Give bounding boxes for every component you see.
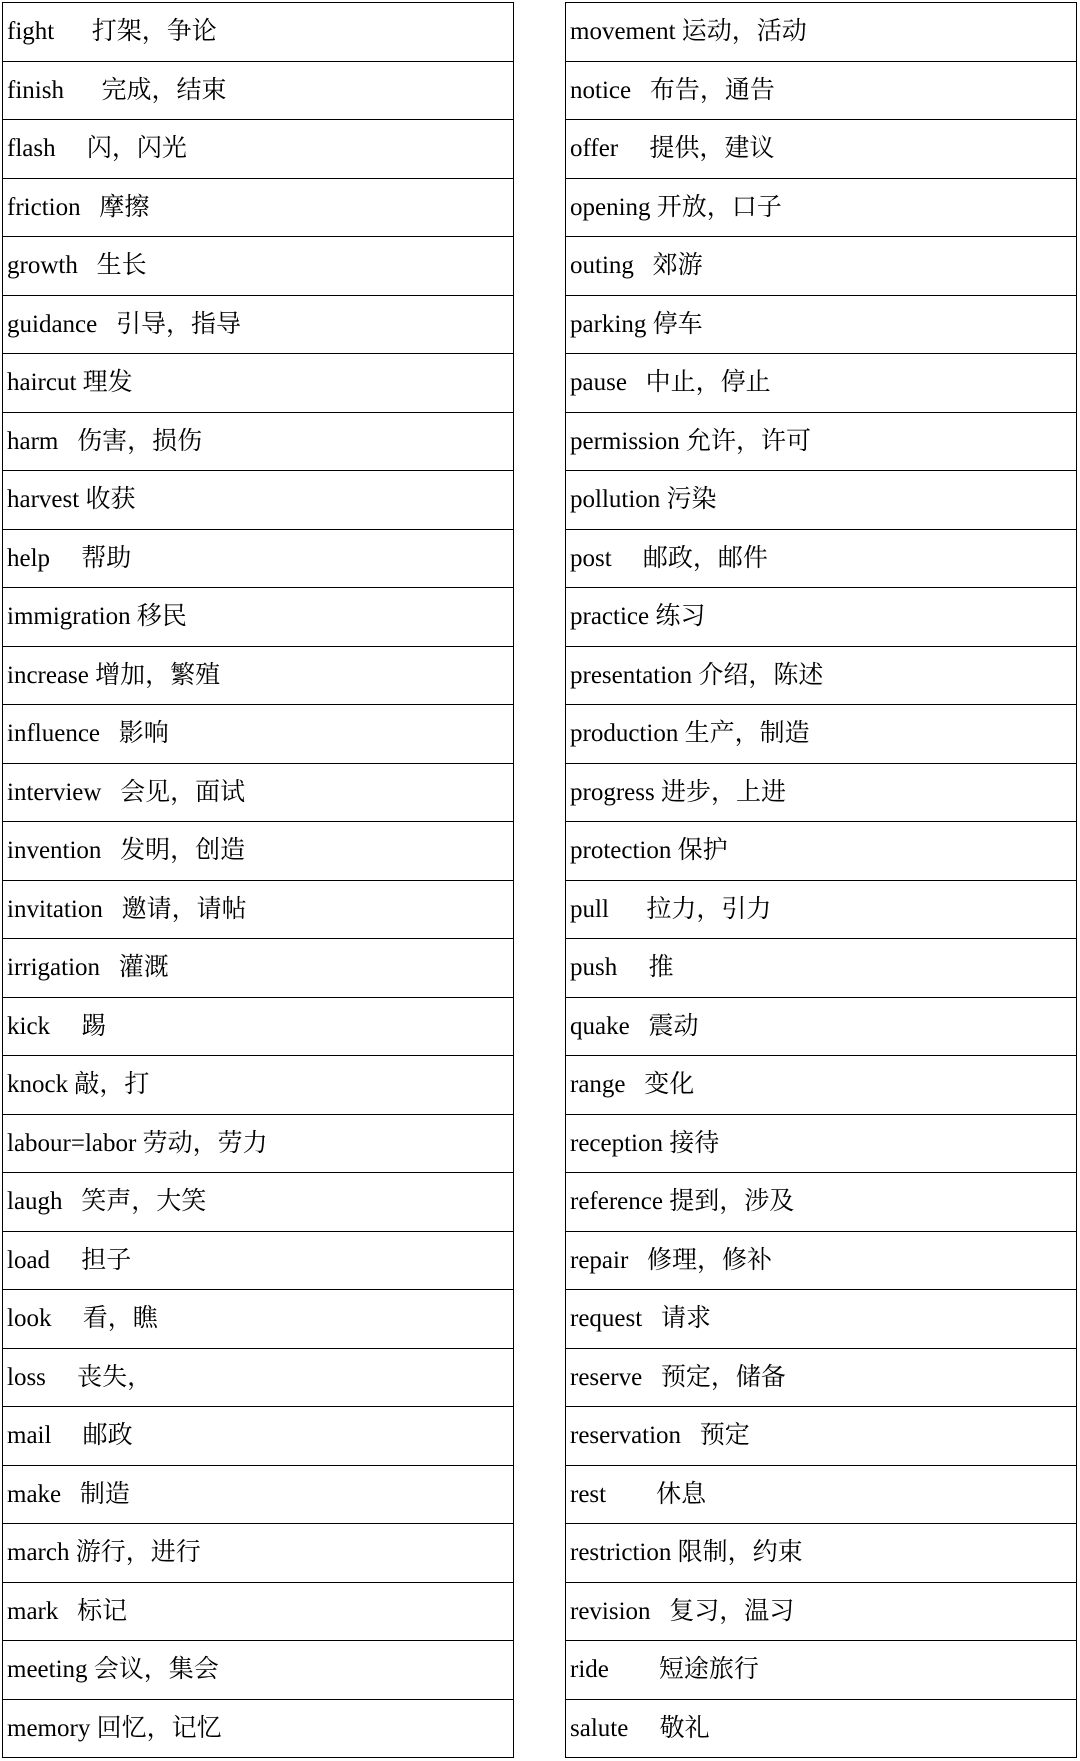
table-row [3, 763, 514, 822]
vocab-entry: reception 接待 [570, 1129, 720, 1157]
table-row [3, 880, 514, 939]
vocab-entry-cell [3, 880, 514, 939]
table-row [566, 3, 1077, 62]
vocab-entry: pause 中止，停止 [570, 369, 771, 397]
vocab-entry: memory 回忆，记忆 [7, 1714, 222, 1742]
vocab-entry: restriction 限制，约束 [570, 1539, 803, 1567]
vocab-entry: load 担子 [7, 1246, 132, 1274]
vocab-entry-cell [3, 61, 514, 120]
vocab-entry-cell [566, 1465, 1077, 1524]
table-row [566, 646, 1077, 705]
table-row [3, 529, 514, 588]
table-row [3, 822, 514, 881]
vocab-entry-cell [3, 646, 514, 705]
vocab-entry-cell [3, 997, 514, 1056]
vocab-entry-cell [3, 120, 514, 179]
table-row [566, 61, 1077, 120]
vocab-entry: make 制造 [7, 1480, 130, 1508]
vocab-entry-cell [3, 1524, 514, 1583]
table-row [566, 1348, 1077, 1407]
vocab-entry: increase 增加，繁殖 [7, 661, 221, 689]
table-row [566, 939, 1077, 998]
vocab-entry: friction 摩擦 [7, 193, 150, 221]
vocab-entry-cell [566, 354, 1077, 413]
vocab-table-right [565, 2, 1077, 1758]
table-row [566, 1173, 1077, 1232]
vocab-table-left [2, 2, 514, 1758]
table-row [3, 1407, 514, 1466]
vocab-entry: post 邮政，邮件 [570, 544, 768, 572]
vocab-entry: flash 闪，闪光 [7, 135, 187, 163]
vocab-entry-cell [566, 1056, 1077, 1115]
table-row [3, 939, 514, 998]
vocab-entry-cell [566, 1290, 1077, 1349]
vocab-entry: kick 踢 [7, 1012, 107, 1040]
table-row [566, 880, 1077, 939]
table-row [566, 1231, 1077, 1290]
vocab-entry-cell [566, 1348, 1077, 1407]
vocab-entry-cell [566, 939, 1077, 998]
vocab-entry: loss 丧失， [7, 1363, 153, 1391]
table-row [3, 1699, 514, 1758]
vocab-entry-cell [3, 1231, 514, 1290]
vocab-entry: range 变化 [570, 1071, 695, 1099]
table-row [566, 178, 1077, 237]
vocab-entry-cell [566, 295, 1077, 354]
vocab-entry: reservation 预定 [570, 1422, 750, 1450]
vocab-entry: rest 休息 [570, 1480, 707, 1508]
table-row [3, 1114, 514, 1173]
vocab-entry: opening 开放，口子 [570, 193, 782, 221]
vocab-entry: pull 拉力，引力 [570, 895, 772, 923]
table-row [566, 295, 1077, 354]
vocab-entry: parking 停车 [570, 310, 703, 338]
vocab-entry-cell [566, 1699, 1077, 1758]
vocab-table-left-body [3, 3, 514, 1758]
vocab-entry-cell [3, 1699, 514, 1758]
vocab-entry-cell [566, 1582, 1077, 1641]
vocab-entry: look 看，瞧 [7, 1305, 158, 1333]
vocab-entry-cell [566, 588, 1077, 647]
vocab-entry: influence 影响 [7, 720, 169, 748]
table-row [566, 1114, 1077, 1173]
table-row [3, 1290, 514, 1349]
vocab-entry: production 生产，制造 [570, 720, 810, 748]
vocab-entry: march 游行，进行 [7, 1539, 201, 1567]
vocab-entry-cell [566, 120, 1077, 179]
vocab-entry-cell [566, 1114, 1077, 1173]
vocab-entry: reference 提到，涉及 [570, 1188, 795, 1216]
vocab-entry: labour=labor 劳动，劳力 [7, 1129, 268, 1157]
vocab-entry: presentation 介绍，陈述 [570, 661, 824, 689]
table-row [566, 1641, 1077, 1700]
table-row [566, 588, 1077, 647]
vocab-entry: revision 复习，温习 [570, 1597, 795, 1625]
vocab-entry-cell [566, 529, 1077, 588]
table-row [566, 1056, 1077, 1115]
vocab-entry: repair 修理，修补 [570, 1246, 773, 1274]
table-row [3, 997, 514, 1056]
vocab-entry-cell [3, 1173, 514, 1232]
vocab-entry-cell [3, 529, 514, 588]
table-row [566, 1524, 1077, 1583]
vocab-entry-cell [3, 705, 514, 764]
vocab-entry: permission 允许，许可 [570, 427, 811, 455]
vocab-entry: ride 短途旅行 [570, 1656, 759, 1684]
table-row [3, 588, 514, 647]
table-row [566, 237, 1077, 296]
vocab-entry-cell [3, 1407, 514, 1466]
table-row [3, 1173, 514, 1232]
vocab-entry-cell [566, 237, 1077, 296]
table-row [566, 1465, 1077, 1524]
vocab-entry: harvest 收获 [7, 486, 136, 514]
table-row [3, 471, 514, 530]
vocab-entry-cell [3, 1465, 514, 1524]
vocab-entry-cell [566, 1407, 1077, 1466]
table-row [566, 763, 1077, 822]
vocab-table-right-body [566, 3, 1077, 1758]
vocab-entry: practice 练习 [570, 603, 706, 631]
table-row [3, 178, 514, 237]
vocab-entry: push 推 [570, 954, 674, 982]
table-row [566, 1407, 1077, 1466]
vocab-entry: meeting 会议，集会 [7, 1656, 219, 1684]
vocab-entry: quake 震动 [570, 1012, 699, 1040]
vocab-entry-cell [3, 763, 514, 822]
vocab-entry: outing 郊游 [570, 252, 703, 280]
table-row [3, 1231, 514, 1290]
vocab-entry: invitation 邀请，请帖 [7, 895, 247, 923]
vocab-entry-cell [3, 588, 514, 647]
table-row [3, 412, 514, 471]
vocab-entry: growth 生长 [7, 252, 147, 280]
table-row [3, 1056, 514, 1115]
vocab-entry-cell [3, 471, 514, 530]
vocab-entry-cell [566, 1231, 1077, 1290]
vocab-entry: mail 邮政 [7, 1422, 133, 1450]
vocab-entry-cell [3, 822, 514, 881]
table-row [566, 471, 1077, 530]
vocab-entry-cell [3, 178, 514, 237]
table-row [566, 997, 1077, 1056]
vocab-entry: mark 标记 [7, 1597, 128, 1625]
vocab-entry: progress 进步，上进 [570, 778, 786, 806]
vocab-entry-cell [3, 412, 514, 471]
vocab-entry: haircut 理发 [7, 369, 133, 397]
table-row [3, 1582, 514, 1641]
vocab-entry: protection 保护 [570, 837, 728, 865]
vocab-entry-cell [566, 705, 1077, 764]
vocab-entry-cell [3, 1290, 514, 1349]
vocab-entry-cell [3, 3, 514, 62]
vocab-entry-cell [566, 1524, 1077, 1583]
vocab-entry-cell [3, 939, 514, 998]
vocab-entry: request 请求 [570, 1305, 711, 1333]
vocab-entry: guidance 引导，指导 [7, 310, 241, 338]
table-row [566, 529, 1077, 588]
table-row [566, 705, 1077, 764]
table-row [3, 3, 514, 62]
vocab-entry-cell [3, 1641, 514, 1700]
vocab-entry-cell [566, 178, 1077, 237]
table-row [566, 354, 1077, 413]
vocab-entry-cell [3, 1582, 514, 1641]
table-row [566, 1290, 1077, 1349]
vocab-entry-cell [566, 1641, 1077, 1700]
table-row [3, 705, 514, 764]
table-row [566, 1699, 1077, 1758]
vocab-entry: invention 发明，创造 [7, 837, 246, 865]
vocab-entry: fight 打架，争论 [7, 18, 217, 46]
vocab-entry: reserve 预定，储备 [570, 1363, 786, 1391]
vocab-entry-cell [3, 1056, 514, 1115]
vocab-entry: immigration 移民 [7, 603, 187, 631]
vocab-entry: interview 会见，面试 [7, 778, 246, 806]
vocab-entry-cell [3, 237, 514, 296]
vocab-entry: harm 伤害，损伤 [7, 427, 203, 455]
vocab-entry: pollution 污染 [570, 486, 717, 514]
table-row [3, 295, 514, 354]
vocab-entry-cell [566, 471, 1077, 530]
vocab-entry-cell [566, 997, 1077, 1056]
vocab-entry-cell [566, 646, 1077, 705]
vocab-entry: salute 敬礼 [570, 1714, 710, 1742]
vocab-entry: knock 敲，打 [7, 1071, 150, 1099]
vocab-entry-cell [566, 61, 1077, 120]
vocab-entry: irrigation 灌溉 [7, 954, 169, 982]
table-row [566, 822, 1077, 881]
vocab-entry-cell [3, 1114, 514, 1173]
table-row [3, 1524, 514, 1583]
vocab-entry-cell [566, 763, 1077, 822]
table-row [566, 1582, 1077, 1641]
table-row [3, 1641, 514, 1700]
vocab-entry-cell [566, 3, 1077, 62]
vocab-entry-cell [3, 354, 514, 413]
table-row [3, 1348, 514, 1407]
vocab-entry-cell [3, 1348, 514, 1407]
table-row [566, 120, 1077, 179]
vocab-entry: notice 布告，通告 [570, 76, 775, 104]
table-row [566, 412, 1077, 471]
vocab-entry-cell [3, 295, 514, 354]
table-row [3, 237, 514, 296]
vocab-entry-cell [566, 822, 1077, 881]
vocab-entry-cell [566, 880, 1077, 939]
table-row [3, 1465, 514, 1524]
vocab-entry-cell [566, 412, 1077, 471]
vocab-entry: movement 运动，活动 [570, 18, 807, 46]
vocab-entry: offer 提供，建议 [570, 135, 775, 163]
vocab-entry-cell [566, 1173, 1077, 1232]
table-row [3, 646, 514, 705]
vocab-entry: help 帮助 [7, 544, 132, 572]
vocab-entry: laugh 笑声，大笑 [7, 1188, 207, 1216]
table-row [3, 120, 514, 179]
table-row [3, 354, 514, 413]
table-row [3, 61, 514, 120]
vocab-entry: finish 完成，结束 [7, 76, 227, 104]
